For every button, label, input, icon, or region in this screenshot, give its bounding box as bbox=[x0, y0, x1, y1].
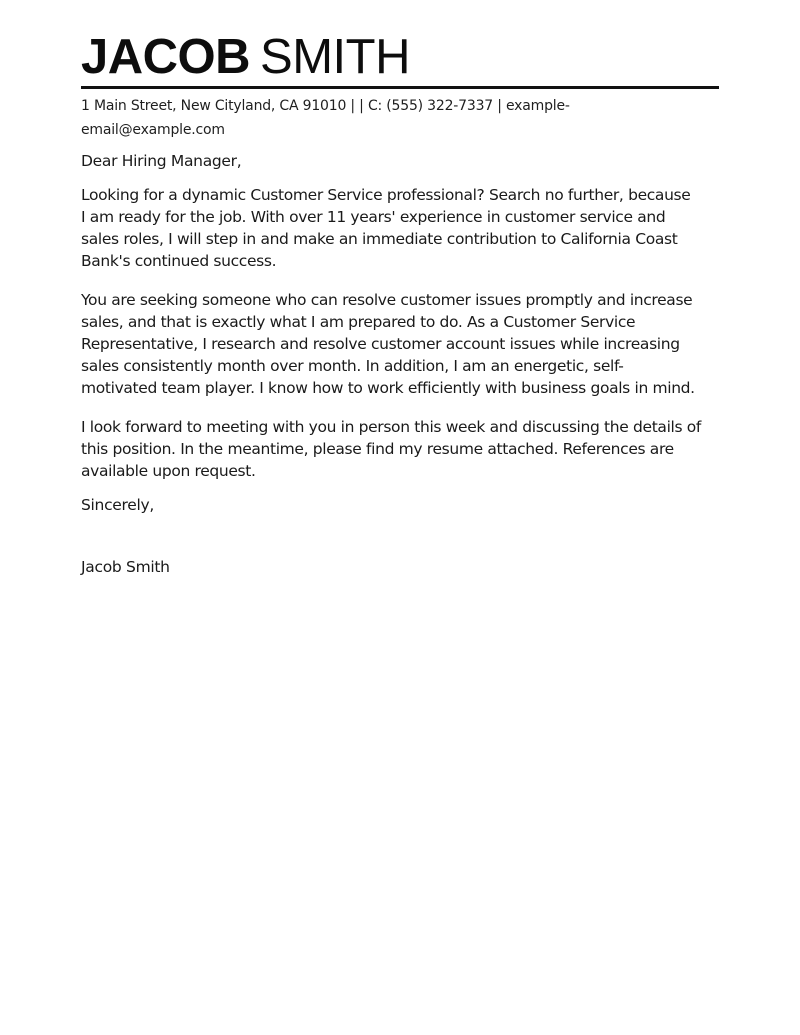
paragraph-line: Representative, I research and resolve customer account issues while increasing bbox=[81, 335, 680, 353]
closing: Sincerely, bbox=[81, 496, 155, 514]
paragraph-line: sales roles, I will step in and make an immediate contribution to California Coast bbox=[81, 230, 678, 248]
paragraph-line: available upon request. bbox=[81, 462, 256, 480]
cover-letter-page bbox=[81, 30, 721, 578]
contact-line: email@example.com bbox=[81, 122, 225, 138]
signature: Jacob Smith bbox=[81, 558, 170, 576]
salutation: Dear Hiring Manager, bbox=[81, 152, 242, 170]
contact-line: 1 Main Street, New Cityland, CA 91010 | | C: (555) 322-7337 | example- bbox=[81, 98, 570, 114]
paragraph-line: Bank's continued success. bbox=[81, 252, 277, 270]
paragraph-line: sales consistently month over month. In addition, I am an energetic, self- bbox=[81, 357, 624, 375]
first-name: JACOB bbox=[81, 30, 251, 84]
body-paragraph-qualifications bbox=[81, 289, 726, 399]
contact-info bbox=[81, 94, 601, 142]
body-paragraph-intro bbox=[81, 184, 726, 272]
header-divider bbox=[81, 86, 719, 89]
paragraph-line: Looking for a dynamic Customer Service professional? Search no further, because bbox=[81, 186, 691, 204]
paragraph-line: I am ready for the job. With over 11 years' experience in customer service and bbox=[81, 208, 666, 226]
last-name: SMITH bbox=[260, 30, 410, 84]
applicant-name bbox=[81, 30, 721, 84]
paragraph-line: I look forward to meeting with you in person this week and discussing the details of bbox=[81, 418, 702, 436]
paragraph-line: motivated team player. I know how to work efficiently with business goals in mind. bbox=[81, 379, 695, 397]
paragraph-line: this position. In the meantime, please find my resume attached. References are bbox=[81, 440, 674, 458]
paragraph-line: You are seeking someone who can resolve customer issues promptly and increase bbox=[81, 291, 693, 309]
body-paragraph-closing bbox=[81, 416, 726, 482]
paragraph-line: sales, and that is exactly what I am prepared to do. As a Customer Service bbox=[81, 313, 636, 331]
